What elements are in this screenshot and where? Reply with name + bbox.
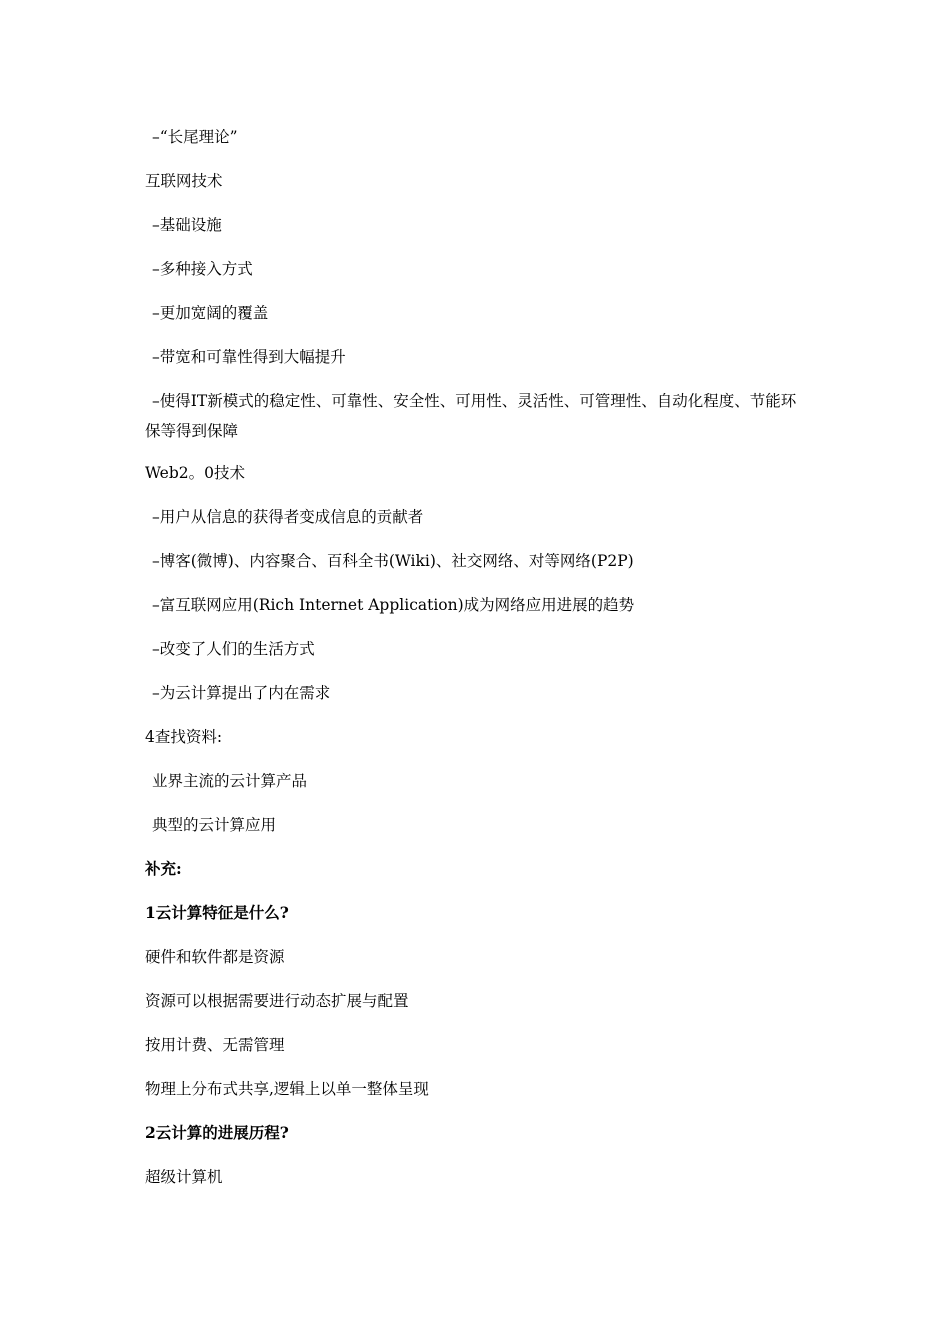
- bullet-access-methods: –多种接入方式: [152, 260, 253, 278]
- answer-distributed-sharing: 物理上分布式共享,逻辑上以单一整体呈现: [145, 1080, 429, 1098]
- heading-find-materials: 4查找资料:: [145, 728, 223, 746]
- answer-dynamic-scaling: 资源可以根据需要进行动态扩展与配置: [145, 992, 409, 1010]
- bullet-lifestyle: –改变了人们的生活方式: [152, 640, 315, 658]
- bullet-bandwidth: –带宽和可靠性得到大幅提升: [152, 348, 346, 366]
- bullet-blog-wiki-p2p: –博客(微博)、内容聚合、百科全书(Wiki)、社交网络、对等网络(P2P): [152, 552, 634, 570]
- question-cloud-history: 2云计算的进展历程?: [145, 1123, 289, 1142]
- bullet-user-contributor: –用户从信息的获得者变成信息的贡献者: [152, 508, 424, 526]
- bullet-infrastructure: –基础设施: [152, 216, 222, 234]
- bullet-intrinsic-demand: –为云计算提出了内在需求: [152, 684, 331, 702]
- bullet-it-model-guarantee: –使得IT新模式的稳定性、可靠性、安全性、可用性、灵活性、可管理性、自动化程度、节能环保等得到保障: [145, 392, 797, 440]
- bullet-long-tail-theory: –“长尾理论”: [152, 128, 238, 146]
- bullet-coverage: –更加宽阔的覆盖: [152, 304, 269, 322]
- question-cloud-features: 1云计算特征是什么?: [145, 903, 289, 922]
- answer-hardware-software: 硬件和软件都是资源: [145, 948, 285, 966]
- item-mainstream-products: 业界主流的云计算产品: [152, 772, 308, 790]
- heading-supplement: 补充:: [145, 859, 182, 878]
- item-typical-applications: 典型的云计算应用: [152, 816, 277, 834]
- heading-internet-technology: 互联网技术: [145, 172, 223, 190]
- answer-supercomputer: 超级计算机: [145, 1168, 223, 1186]
- heading-web2-technology: Web2。0技术: [145, 464, 245, 482]
- answer-pay-per-use: 按用计费、无需管理: [145, 1036, 285, 1054]
- bullet-rich-internet-application: –富互联网应用(Rich Internet Application)成为网络应用进展的趋势: [152, 596, 635, 614]
